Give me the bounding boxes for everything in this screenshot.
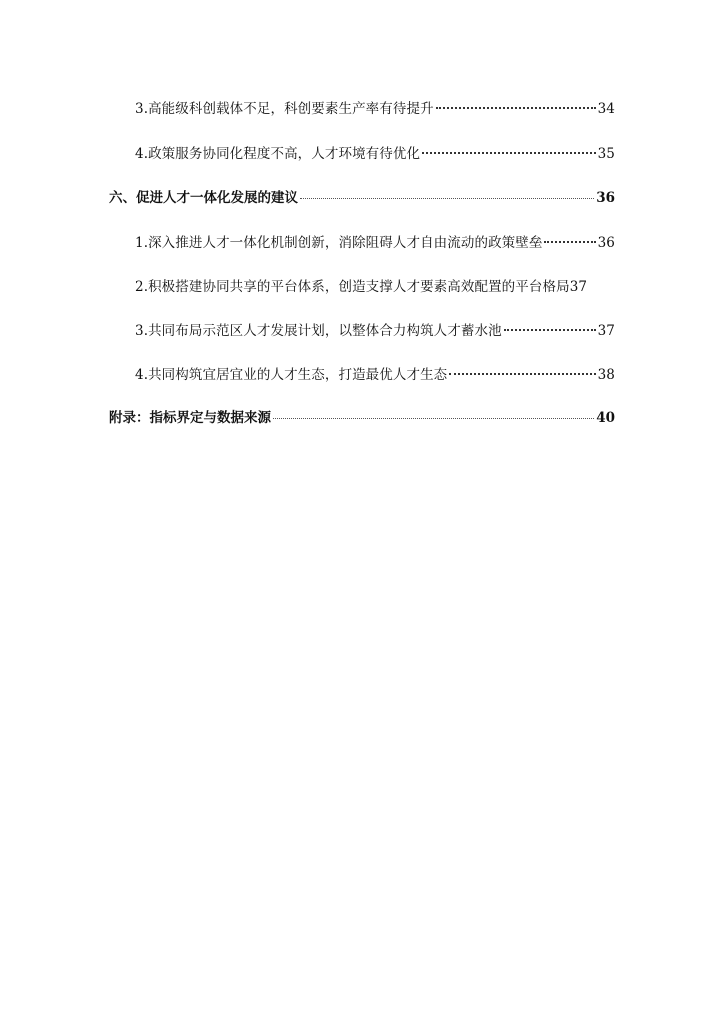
toc-page-number: 34 <box>597 101 615 117</box>
dot-leader <box>422 149 596 154</box>
toc-entry-title: 1.深入推进人才一体化机制创新，消除阻碍人才自由流动的政策壁垒 <box>135 235 543 251</box>
toc-entry-3-talent-plan[interactable] <box>135 320 615 342</box>
toc-page-number: 40 <box>596 410 615 426</box>
toc-entry-4-talent-ecology[interactable] <box>135 364 615 386</box>
dot-leader <box>504 326 596 331</box>
dot-leader <box>436 104 596 109</box>
dot-leader <box>544 238 595 243</box>
dot-leader <box>449 370 595 375</box>
dot-leader <box>273 415 594 419</box>
toc-page-number: 37 <box>569 279 588 295</box>
toc-page-number: 38 <box>597 367 615 383</box>
toc-entry-4-policy-coordination[interactable] <box>135 143 615 165</box>
toc-chapter-title: 六、促进人才一体化发展的建议 <box>109 190 298 206</box>
toc-chapter-title: 附录：指标界定与数据来源 <box>109 410 271 426</box>
toc-entry-1-mechanism-innovation[interactable] <box>135 232 615 254</box>
toc-entry-title: 4.政策服务协同化程度不高，人才环境有待优化 <box>135 146 421 162</box>
toc-chapter-appendix[interactable] <box>109 407 615 429</box>
toc-page-number: 37 <box>597 323 615 339</box>
toc-page-number: 36 <box>597 235 615 251</box>
toc-entry-title: 3.高能级科创载体不足，科创要素生产率有待提升 <box>135 101 434 117</box>
toc-entry-2-platform-system[interactable] <box>135 276 615 298</box>
toc-entry-title: 3.共同布局示范区人才发展计划，以整体合力构筑人才蓄水池 <box>135 323 502 339</box>
toc-page-number: 36 <box>596 190 615 206</box>
toc-entry-title: 4.共同构筑宜居宜业的人才生态，打造最优人才生态 <box>135 367 448 383</box>
toc-page-number: 35 <box>597 146 615 162</box>
dot-leader <box>300 195 594 199</box>
toc-entry-title: 2.积极搭建协同共享的平台体系，创造支撑人才要素高效配置的平台格局 <box>135 279 570 295</box>
toc-chapter-6-suggestions[interactable] <box>109 187 615 209</box>
toc-entry-3-high-level-innovation[interactable] <box>135 98 615 120</box>
